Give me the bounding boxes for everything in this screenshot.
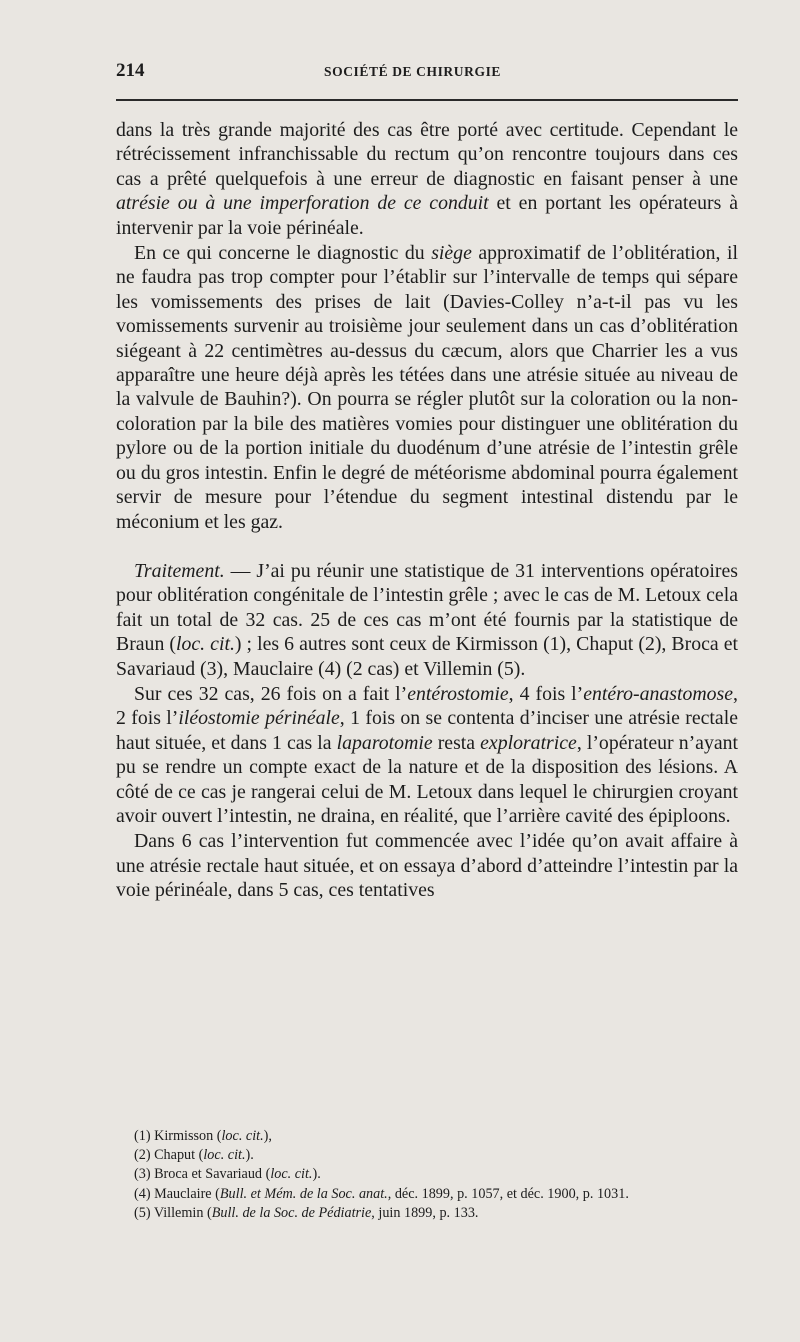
footnote [116, 1185, 738, 1204]
text-run: (1) Kirmisson ( [134, 1128, 222, 1144]
text-run: resta [432, 731, 481, 754]
paragraph-siege [116, 241, 738, 534]
text-run: ). [312, 1166, 321, 1183]
text-run: (4) Mauclaire ( [134, 1185, 220, 1202]
text-run: — J’ai pu réunir une statistique de 31 interventions opératoires pour oblitération congénitale de l’intestin grêle ; avec le cas de M. Letoux cela fait un total de 32 cas. 25 de ces cas m’ont été fournis par la statistique de Braun ( [116, 559, 738, 656]
italic-run: atrésie ou à une imperforation de ce conduit [116, 192, 489, 215]
text-run: (5) Villemin ( [134, 1204, 212, 1221]
text-run: approximatif de l’oblitération, il ne faudra pas trop compter pour l’établir sur l’intervalle de temps qui sépare les vomissements des prises de lait (Davies-Colley n’a-t-il pas vu les vomissements survenir au troisième jour seulement dans un cas d’oblitération siégeant à 22 centimètres au-dessus du cæcum, alors que Charrier les a vus apparaître une heure déjà après les tétées dans une atrésie située au niveau de la valvule de Bauhin?). On pourra se régler plutôt sur la coloration ou la non-coloration par la bile des matières vomies pour distinguer une oblitération du pylore ou de la portion initiale du duodénum d’une atrésie de l’intestin grêle ou du gros intestin. Enfin le degré de météorisme abdominal pourra également servir de mesure pour l’étendue du segment intestinal distendu par le méconium et les gaz. [116, 242, 738, 533]
text-run: ), [263, 1128, 272, 1144]
italic-run: entéro-anastomose [583, 682, 734, 705]
italic-run: Bull. et Mém. de la Soc. anat. [219, 1185, 388, 1202]
text-run: , juin 1899, p. 133. [371, 1204, 479, 1221]
italic-run: loc. cit. [203, 1147, 246, 1164]
paragraph-diagnosis-end [116, 118, 738, 240]
text-run: dans la très grande majorité des cas être porté avec certitude. Cependant le rétrécissement infranchissable du rectum qu’on rencontre toujours dans ces cas a prêté quelquefois à une erreur de diagnostic en faisant penser à une [116, 119, 738, 190]
paragraph-traitement [116, 559, 738, 681]
text-run: (3) Broca et Savariaud ( [134, 1166, 271, 1183]
footnote [116, 1127, 738, 1146]
header-rule [116, 99, 738, 101]
footnote [116, 1165, 738, 1184]
italic-run: siège [431, 242, 472, 265]
footnotes [116, 1127, 738, 1223]
italic-run: loc. cit. [176, 633, 235, 656]
text-run: , 2 fois l’ [116, 682, 738, 730]
text-run: Sur ces 32 cas, 26 fois on a fait l’ [134, 682, 408, 705]
italic-run: entérostomie [407, 682, 509, 705]
body-text [116, 118, 738, 903]
italic-run: exploratrice [480, 731, 577, 754]
text-run: et en portant les opérateurs à intervenir par la voie périnéale. [116, 192, 738, 239]
text-run: , 1 fois on se contenta d’inciser une atrésie rectale haut située, et dans 1 cas la [116, 707, 738, 754]
page-header [116, 56, 738, 92]
paragraph-perineal [116, 829, 738, 902]
text-run: Dans 6 cas l’intervention fut commencée avec l’idée qu’on avait affaire à une atrésie rectale haut située, et on essaya d’abord d’atteindre l’intestin par la voie périnéale, dans 5 cas, ces tentatives [116, 830, 738, 902]
text-run: , l’opérateur n’ayant pu se rendre un compte exact de la nature et de la disposition des lésions. A côté de ce cas je rangerai celui de M. Letoux dans lequel le chirurgien croyant avoir ouvert l’intestin, ne draina, en réalité, que l’arrière cavité des épiploons. [116, 731, 739, 827]
text-run: ). [245, 1147, 254, 1164]
italic-run: laparotomie [336, 731, 433, 754]
footnote [116, 1204, 738, 1223]
paragraph-statistics [116, 682, 738, 828]
italic-run: Traitement. [134, 559, 225, 582]
italic-run: loc. cit. [221, 1128, 264, 1144]
italic-run: loc. cit. [270, 1166, 313, 1183]
page-number: 214 [116, 60, 145, 81]
running-title: SOCIÉTÉ DE CHIRURGIE [324, 64, 502, 79]
text-run: (2) Chaput ( [134, 1147, 204, 1164]
text-run: , déc. 1899, p. 1057, et déc. 1900, p. 1031. [387, 1185, 629, 1202]
text-run: En ce qui concerne le diagnostic du [134, 242, 432, 265]
text-run: ) ; les 6 autres sont ceux de Kirmisson (1), Chaput (2), Broca et Savariaud (3), Mauclaire (4) (2 cas) et Villemin (5). [116, 633, 739, 680]
footnote [116, 1146, 738, 1165]
text-run: , 4 fois l’ [508, 682, 584, 705]
italic-run: iléostomie périnéale [178, 707, 340, 730]
italic-run: Bull. de la Soc. de Pédiatrie [211, 1204, 372, 1221]
